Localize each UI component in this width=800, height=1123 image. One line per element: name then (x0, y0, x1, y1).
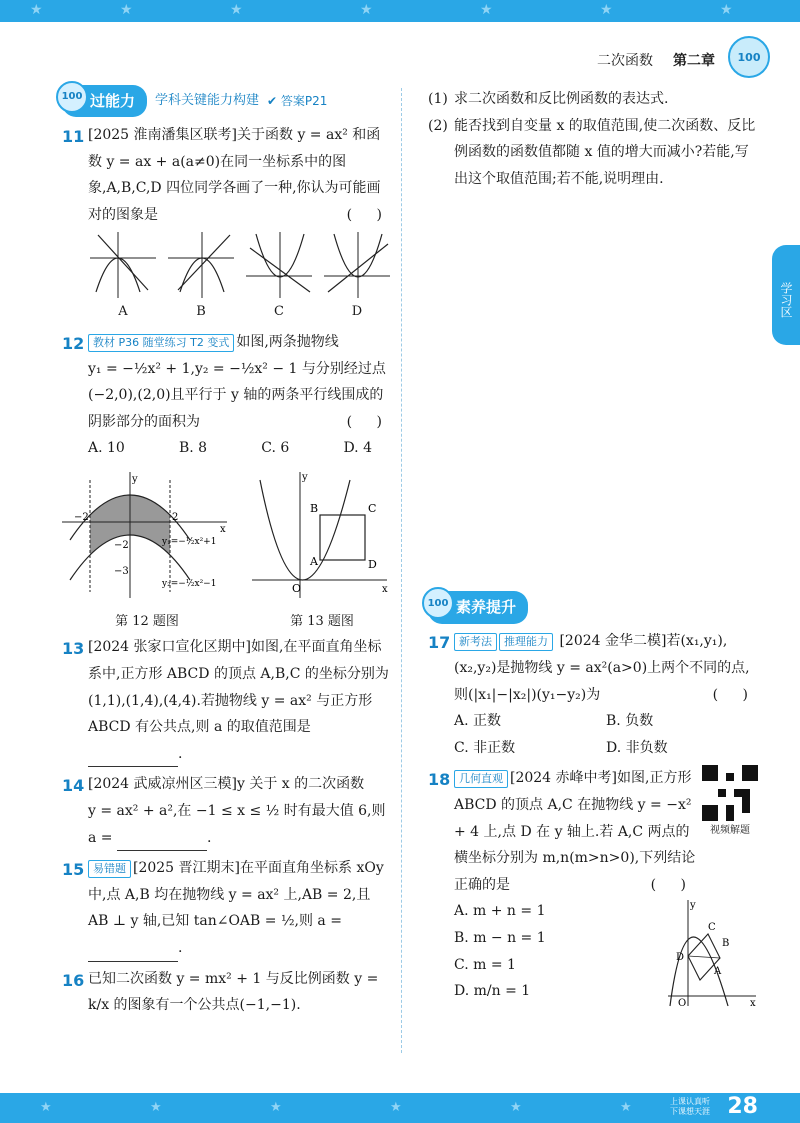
graph-d: D (322, 230, 392, 325)
figures-12-13 (62, 470, 392, 634)
answer-paren: ( ) (650, 876, 696, 893)
banner-literacy (428, 592, 758, 622)
question-number: 13 (62, 639, 85, 659)
graph-a: A (88, 230, 158, 325)
option-a[interactable]: A. 正数 (454, 713, 502, 730)
question-formula: y = ax² + a²,在 −1 ≤ x ≤ ½ 时有最大值 6,则 (88, 802, 386, 819)
svg-text:D: D (368, 558, 377, 572)
question-11 (62, 122, 392, 325)
answer-space[interactable] (428, 192, 758, 592)
question-number: 17 (428, 633, 451, 653)
option-b[interactable]: B. m − n = 1 (454, 929, 546, 946)
subquestion-2: (2) 能否找到自变量 x 的取值范围,使二次函数、反比例函数的函数值都随 x 值的增大而减小?若能,写出这个取值范围;若不能,说明理由. (428, 117, 756, 187)
question-14: 14 [2024 武威凉州区三模]y 关于 x 的二次函数 y = ax² + a²,在 −1 ≤ x ≤ ½ 时有最大值 6,则 a = . (62, 771, 392, 851)
figure-12 (62, 470, 232, 634)
question-formula: y₁ = −½x² + 1,y₂ = −½x² − 1 与分别经过点 (88, 360, 386, 377)
svg-text:−3: −3 (114, 566, 129, 578)
question-number: 12 (62, 334, 85, 354)
footer-slogan: 上课认真听 下课想天涯 (670, 1097, 710, 1116)
label-y2: y₂=−½x²−1 (162, 579, 217, 590)
tag-new-method: 新考法 (454, 633, 497, 651)
question-number: 16 (62, 970, 85, 990)
page-header (597, 50, 715, 70)
question-text: [2024 赤峰中考]如图,正方形 ABCD 的顶点 A,C 在抛物线 y = −x² + 4 上,点 D 在 y 轴上.若 A,C 两点的横坐标分别为 m,n(m>n>0),下列结论正确的是 (454, 770, 696, 893)
answer-blank[interactable] (117, 850, 207, 851)
figure-13 (252, 470, 392, 634)
svg-text:−2: −2 (74, 512, 89, 524)
question-number: 11 (62, 127, 85, 146)
question-12: 12 教材 P36 随堂练习 T2 变式 如图,两条抛物线 y₁ = −½x² + 1,y₂ = −½x² − 1 与分别经过点 (−2,0),(2,0)且平行于 y 轴的两条平行线围成的阴影部分的面积为 ( ) A. 10 B. 8 C. 6 D. 4 (62, 329, 392, 462)
svg-text:x: x (382, 584, 388, 596)
graph-b: B (166, 230, 236, 325)
svg-text:B: B (722, 938, 730, 950)
answer-paren: ( ) (346, 413, 392, 430)
question-text: [2024 武威凉州区三模]y 关于 x 的二次函数 (88, 776, 365, 793)
svg-text:A: A (714, 966, 722, 978)
question-16 (62, 966, 392, 1019)
svg-text:y: y (690, 900, 696, 912)
source-tag: 教材 P36 随堂练习 T2 变式 (88, 334, 234, 352)
question-number: 14 (62, 776, 85, 796)
q16-subquestions (428, 86, 758, 192)
option-a[interactable]: A. 10 (88, 440, 125, 457)
option-b[interactable]: B. 8 (178, 440, 208, 457)
qr-code-icon (702, 765, 758, 821)
option-graphs (88, 230, 392, 325)
column-divider (401, 88, 402, 1053)
graph-c: C (244, 230, 314, 325)
options (88, 435, 392, 462)
svg-text:x: x (220, 524, 226, 536)
side-tab[interactable]: 学习区 (772, 245, 800, 345)
option-b[interactable]: B. 负数 (606, 713, 654, 730)
source-tag: 几何直观 (454, 770, 508, 788)
chapter-title: 第二章 (673, 53, 715, 69)
svg-text:x: x (750, 998, 756, 1009)
banner-subtitle: 学科关键能力构建 (155, 92, 260, 108)
options (454, 708, 758, 761)
bottom-frame: ★ ★ ★ ★ ★ ★ (0, 1093, 800, 1123)
question-text: (−2,0),(2,0)且平行于 y 轴的两条平行线围成的阴影部分的面积为 (88, 387, 384, 430)
caption-13: 第 13 题图 (290, 613, 354, 629)
answer-paren: ( ) (712, 686, 758, 703)
option-d[interactable]: D. m/n = 1 (454, 983, 531, 1000)
badge-icon: 100 (422, 587, 454, 619)
caption-12: 第 12 题图 (115, 613, 179, 629)
svg-text:y: y (302, 472, 308, 484)
right-column (428, 86, 758, 1022)
question-text: [2024 金华二模]若(x₁,y₁),(x₂,y₂)是抛物线 y = ax²(a>0)上两个不同的点,则(|x₁|−|x₂|)(y₁−y₂)为 (454, 633, 750, 703)
question-number: 15 (62, 860, 85, 880)
option-c[interactable]: C. m = 1 (454, 956, 516, 973)
tag-reasoning: 推理能力 (499, 633, 553, 651)
svg-text:C: C (368, 502, 377, 516)
svg-text:A: A (310, 555, 318, 569)
question-text: [2024 张家口宣化区期中]如图,在平面直角坐标系中,正方形 ABCD 的顶点 A,B,C 的坐标分别为(1,1),(1,4),(4,4).若抛物线 y = ax² 与正方形 ABCD 有公共点,则 a 的取值范围是 (88, 639, 389, 736)
option-c[interactable]: C. 6 (261, 440, 290, 457)
option-d[interactable]: D. 非负数 (606, 739, 668, 756)
page-number: 28 (727, 1094, 758, 1119)
question-text: [2025 淮南潘集区联考]关于函数 y = ax² 和函数 y = ax + a(a≠0)在同一坐标系中的图象,A,B,C,D 四位同学各画了一种,你认为可能画对的图象是 (88, 127, 381, 223)
svg-text:−2: −2 (114, 540, 129, 552)
banner-title: 100 素养提升 (428, 591, 528, 624)
subquestion-1: (1) 求二次函数和反比例函数的表达式. (428, 91, 669, 107)
answer-blank[interactable] (88, 766, 178, 767)
question-text: [2025 晋江期末]在平面直角坐标系 xOy 中,点 A,B 均在抛物线 y = ax² 上,AB = 2,且 AB ⊥ y 轴,已知 tan∠OAB = ½,则 a = (88, 860, 384, 930)
question-number: 18 (428, 770, 451, 790)
svg-text:2: 2 (172, 512, 179, 524)
mascot-icon: 100 (728, 36, 770, 78)
options (454, 898, 546, 1018)
figure-18 (668, 898, 758, 1018)
option-c[interactable]: C. 非正数 (454, 739, 516, 756)
question-15: 15 易错题 [2025 晋江期末]在平面直角坐标系 xOy 中,点 A,B 均在抛物线 y = ax² 上,AB = 2,且 AB ⊥ y 轴,已知 tan∠OAB = ½,则 a =. (62, 855, 392, 961)
answer-ref[interactable]: ✔ 答案P21 (267, 93, 328, 108)
section-title: 二次函数 (597, 53, 653, 69)
svg-text:D: D (676, 952, 685, 964)
answer-paren: ( ) (346, 206, 392, 223)
svg-text:O: O (292, 582, 302, 596)
answer-blank[interactable] (88, 961, 178, 962)
banner-ability (62, 86, 392, 116)
badge-icon: 100 (56, 81, 88, 113)
svg-text:B: B (310, 502, 319, 516)
qr-code[interactable]: 视频解题 (702, 765, 758, 840)
banner-title: 100 过能力 (62, 85, 147, 118)
left-column (62, 86, 392, 1023)
svg-text:y: y (132, 474, 138, 486)
svg-text:C: C (708, 922, 716, 934)
option-d[interactable]: D. 4 (343, 440, 372, 457)
question-text: 已知二次函数 y = mx² + 1 与反比例函数 y = k/x 的图象有一个公共点(−1,−1). (88, 970, 379, 1014)
question-18 (428, 765, 758, 1018)
label-y1: y₁=−½x²+1 (162, 537, 217, 548)
question-13: 13 [2024 张家口宣化区期中]如图,在平面直角坐标系中,正方形 ABCD 的顶点 A,B,C 的坐标分别为(1,1),(1,4),(4,4).若抛物线 y = ax² 与正方形 ABCD 有公共点,则 a 的取值范围是. (62, 634, 392, 767)
question-17 (428, 628, 758, 761)
top-frame: ★ ★ ★ ★ ★ ★ ★ (0, 0, 800, 22)
option-a[interactable]: A. m + n = 1 (454, 903, 546, 920)
source-tag: 易错题 (88, 860, 131, 878)
svg-text:O: O (678, 998, 687, 1009)
